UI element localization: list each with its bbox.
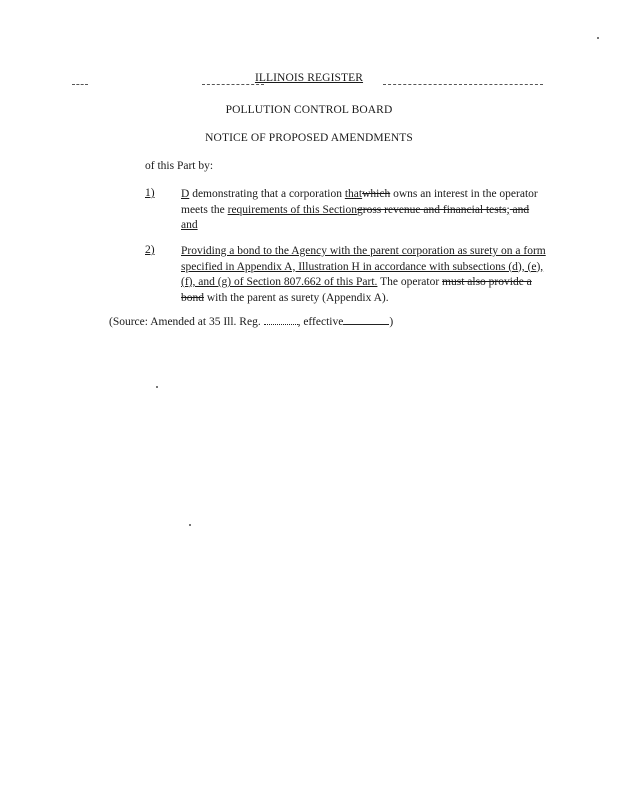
- lead-text: of this Part by:: [145, 160, 214, 172]
- inserted-text: D: [181, 188, 190, 200]
- inserted-text: ;: [506, 203, 510, 216]
- plain-text: The operator: [377, 276, 443, 288]
- item-body: [181, 244, 546, 306]
- source-mid: , effective: [297, 316, 344, 328]
- scan-speck: [156, 386, 158, 388]
- source-note: [109, 313, 393, 328]
- effective-date-blank: [343, 313, 389, 325]
- item-number: 2): [145, 244, 155, 256]
- header-rule-right: [383, 84, 543, 86]
- deleted-text: must also provide a bond: [181, 276, 532, 304]
- source-suffix: ): [389, 316, 394, 328]
- inserted-text: that: [344, 188, 363, 200]
- header-rule-mid: [202, 84, 264, 86]
- inserted-text: Providing a bond to the Agency with the parent corporation as surety on a form specified in Appendix A, Illustration H in accordance with subsections (d), (e), (f), and (g) of Section 807.662 of this Part.: [181, 245, 546, 288]
- source-prefix: (Source: Amended at 35 Ill. Reg.: [109, 316, 261, 328]
- plain-text: demonstrating that a corporation: [189, 188, 345, 200]
- deleted-text: gross revenue and financial tests: [356, 203, 507, 216]
- inserted-text: and: [181, 219, 198, 231]
- register-page-blank: [264, 313, 298, 325]
- header-rule-left: [72, 84, 88, 86]
- item-body: [181, 187, 546, 234]
- notice-title: NOTICE OF PROPOSED AMENDMENTS: [205, 132, 413, 144]
- register-title: ILLINOIS REGISTER: [254, 72, 364, 84]
- scan-speck: [189, 524, 191, 526]
- deleted-text: and: [509, 203, 530, 216]
- board-title: POLLUTION CONTROL BOARD: [225, 104, 393, 116]
- scan-speck: [597, 37, 599, 39]
- inserted-text: requirements of this Section: [227, 203, 357, 216]
- item-number: 1): [145, 187, 155, 199]
- plain-text: with the parent as surety (Appendix A).: [204, 291, 389, 304]
- plain-text: owns an interest in the operator meets the: [181, 188, 538, 216]
- deleted-text: which: [362, 188, 391, 200]
